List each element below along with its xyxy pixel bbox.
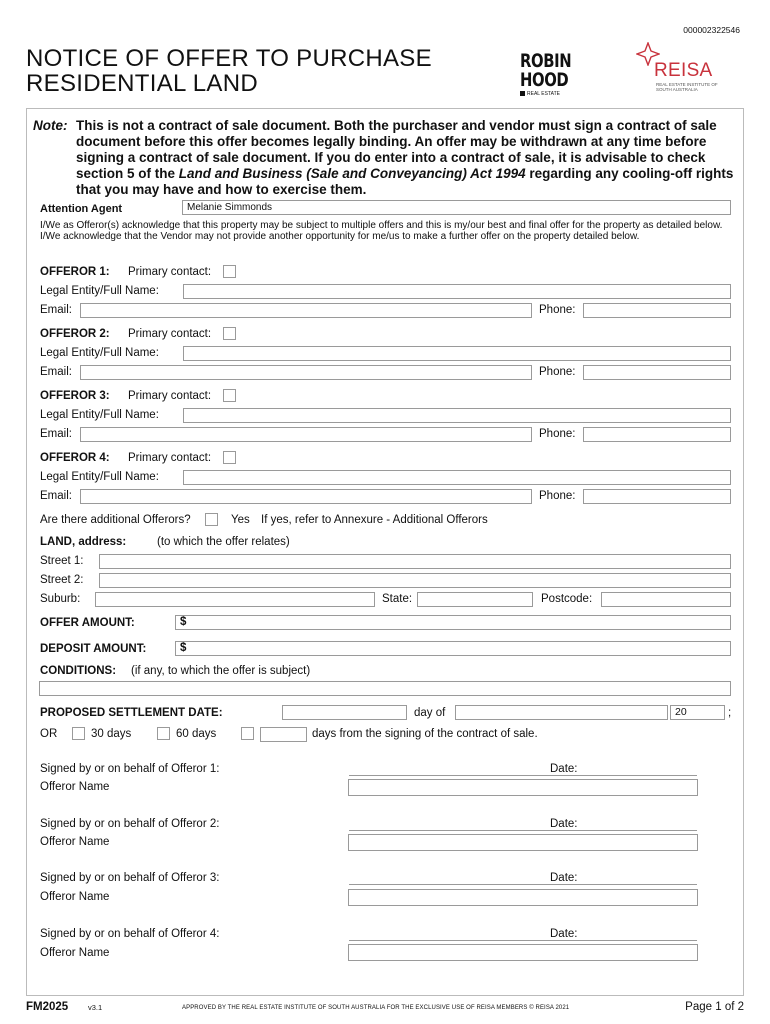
offeror-1-primary-checkbox[interactable]: [223, 265, 236, 278]
signature-2-line[interactable]: [349, 830, 697, 831]
signature-4-name-label: Offeror Name: [40, 947, 110, 959]
attention-agent-field[interactable]: Melanie Simmonds: [182, 200, 731, 215]
signature-3-date-label: Date:: [550, 872, 578, 884]
signature-4-name-field[interactable]: [348, 944, 698, 961]
land-address-label: LAND, address:: [40, 536, 127, 548]
offeror-3-primary-label: Primary contact:: [128, 390, 212, 402]
offeror-4-primary-label: Primary contact:: [128, 452, 212, 464]
state-label: State:: [382, 593, 413, 605]
conditions-label: CONDITIONS:: [40, 665, 117, 677]
offeror-3-phone-label: Phone:: [539, 428, 576, 440]
street-1-field[interactable]: [99, 554, 731, 569]
signature-4-line[interactable]: [349, 940, 697, 941]
offeror-4-phone-field[interactable]: [583, 489, 731, 504]
settlement-30-days-checkbox[interactable]: [72, 727, 85, 740]
offeror-4-phone-label: Phone:: [539, 490, 576, 502]
settlement-60-days-label: 60 days: [176, 728, 217, 740]
settlement-days-from-label: days from the signing of the contract of sale.: [312, 728, 538, 740]
signature-3-name-field[interactable]: [348, 889, 698, 906]
offeror-2-entity-label: Legal Entity/Full Name:: [40, 347, 159, 359]
offeror-4-email-field[interactable]: [80, 489, 532, 504]
note-text: This is not a contract of sale document. Both the purchaser and vendor must sign a contract of sale document before this offer becomes legally binding. An offer may be withdrawn at any time before signing a contract of sale document. If you do enter into a contract of sale, it is advisable to check section 5 of the Land and Business (Sale and Conveyancing) Act 1994 regarding any cooling-off rights that you may have and how to exercise them.: [76, 118, 734, 197]
settlement-day-of-label: day of: [414, 707, 446, 719]
acknowledgement-text: I/We as Offeror(s) acknowledge that this property may be subject to multiple offers and this is my/our best and final offer for the property as detailed below. I/We acknowledge that the Vendor may not provide another opportunity for me/us to make a further offer on the property detailed below.: [40, 220, 723, 242]
signature-4-label: Signed by or on behalf of Offeror 4:: [40, 928, 220, 940]
document-number: 000002322546: [683, 25, 740, 35]
offer-amount-label: OFFER AMOUNT:: [40, 617, 135, 629]
signature-4-date-label: Date:: [550, 928, 578, 940]
offeror-3-entity-field[interactable]: [183, 408, 731, 423]
title-line-2: RESIDENTIAL LAND: [26, 70, 258, 97]
offeror-2-entity-field[interactable]: [183, 346, 731, 361]
offeror-1-email-label: Email:: [40, 304, 72, 316]
signature-2-name-field[interactable]: [348, 834, 698, 851]
settlement-custom-days-field[interactable]: [260, 727, 307, 742]
signature-1-name-field[interactable]: [348, 779, 698, 796]
page-number: Page 1 of 2: [685, 1001, 744, 1013]
signature-3-line[interactable]: [349, 884, 697, 885]
offeror-3-label: OFFEROR 3:: [40, 390, 110, 402]
street-1-label: Street 1:: [40, 555, 84, 567]
robin-hood-logo: [520, 52, 572, 97]
robin-hood-logo-line2: HOOD: [520, 69, 569, 91]
conditions-field[interactable]: [39, 681, 731, 696]
title-line-1: NOTICE OF OFFER TO PURCHASE: [26, 45, 432, 72]
page-title: [26, 46, 432, 96]
conditions-note: (if any, to which the offer is subject): [131, 665, 311, 677]
offeror-4-label: OFFEROR 4:: [40, 452, 110, 464]
suburb-label: Suburb:: [40, 593, 81, 605]
state-field[interactable]: [417, 592, 533, 607]
reisa-tagline: REAL ESTATE INSTITUTE OF SOUTH AUSTRALIA: [656, 82, 718, 92]
approval-notice: APPROVED BY THE REAL ESTATE INSTITUTE OF SOUTH AUSTRALIA FOR THE EXCLUSIVE USE OF REISA MEMBERS © REISA 2021: [182, 1005, 570, 1011]
additional-offerors-note: If yes, refer to Annexure - Additional Offerors: [261, 514, 488, 526]
offer-amount-field[interactable]: $: [175, 615, 731, 630]
settlement-semicolon: ;: [728, 707, 732, 719]
postcode-field[interactable]: [601, 592, 731, 607]
street-2-label: Street 2:: [40, 574, 84, 586]
land-address-note: (to which the offer relates): [157, 536, 290, 548]
offeror-4-primary-checkbox[interactable]: [223, 451, 236, 464]
form-version: v3.1: [88, 1003, 103, 1012]
offeror-2-primary-label: Primary contact:: [128, 328, 212, 340]
offeror-1-primary-label: Primary contact:: [128, 266, 212, 278]
offeror-1-phone-field[interactable]: [583, 303, 731, 318]
additional-offerors-checkbox[interactable]: [205, 513, 218, 526]
offeror-4-entity-field[interactable]: [183, 470, 731, 485]
signature-1-line[interactable]: [349, 775, 697, 776]
offeror-4-entity-label: Legal Entity/Full Name:: [40, 471, 159, 483]
signature-1-name-label: Offeror Name: [40, 781, 110, 793]
offeror-2-label: OFFEROR 2:: [40, 328, 110, 340]
offeror-1-phone-label: Phone:: [539, 304, 576, 316]
offeror-3-phone-field[interactable]: [583, 427, 731, 442]
offeror-2-email-field[interactable]: [80, 365, 532, 380]
postcode-label: Postcode:: [541, 593, 593, 605]
signature-3-label: Signed by or on behalf of Offeror 3:: [40, 872, 220, 884]
street-2-field[interactable]: [99, 573, 731, 588]
offeror-1-email-field[interactable]: [80, 303, 532, 318]
signature-2-label: Signed by or on behalf of Offeror 2:: [40, 818, 220, 830]
offeror-4-email-label: Email:: [40, 490, 72, 502]
signature-2-name-label: Offeror Name: [40, 836, 110, 848]
form-code: FM2025: [26, 1001, 69, 1013]
offeror-2-phone-field[interactable]: [583, 365, 731, 380]
settlement-60-days-checkbox[interactable]: [157, 727, 170, 740]
offeror-3-entity-label: Legal Entity/Full Name:: [40, 409, 159, 421]
attention-agent-label: Attention Agent: [40, 203, 123, 215]
deposit-amount-field[interactable]: $: [175, 641, 731, 656]
settlement-year-field[interactable]: 20: [670, 705, 725, 720]
offeror-2-phone-label: Phone:: [539, 366, 576, 378]
additional-offerors-yes: Yes: [231, 514, 250, 526]
settlement-date-label: PROPOSED SETTLEMENT DATE:: [40, 707, 223, 719]
offeror-3-email-field[interactable]: [80, 427, 532, 442]
offeror-1-entity-field[interactable]: [183, 284, 731, 299]
offeror-3-email-label: Email:: [40, 428, 72, 440]
note-label: Note:: [33, 118, 68, 133]
settlement-custom-days-checkbox[interactable]: [241, 727, 254, 740]
settlement-or-label: OR: [40, 728, 58, 740]
signature-2-date-label: Date:: [550, 818, 578, 830]
reisa-logo: [634, 42, 734, 92]
offeror-2-primary-checkbox[interactable]: [223, 327, 236, 340]
offeror-1-entity-label: Legal Entity/Full Name:: [40, 285, 159, 297]
settlement-day-field[interactable]: [282, 705, 407, 720]
deposit-amount-label: DEPOSIT AMOUNT:: [40, 643, 147, 655]
signature-3-name-label: Offeror Name: [40, 891, 110, 903]
additional-offerors-question: Are there additional Offerors?: [40, 514, 191, 526]
signature-1-label: Signed by or on behalf of Offeror 1:: [40, 763, 220, 775]
settlement-30-days-label: 30 days: [91, 728, 132, 740]
signature-1-date-label: Date:: [550, 763, 578, 775]
offeror-3-primary-checkbox[interactable]: [223, 389, 236, 402]
reisa-wordmark: REISA: [654, 60, 713, 81]
settlement-month-field[interactable]: [455, 705, 668, 720]
offeror-2-email-label: Email:: [40, 366, 72, 378]
offeror-1-label: OFFEROR 1:: [40, 266, 110, 278]
robin-hood-logo-line1: ROBIN: [520, 50, 572, 72]
suburb-field[interactable]: [95, 592, 375, 607]
robin-hood-logo-sub: REAL ESTATE: [520, 91, 572, 97]
